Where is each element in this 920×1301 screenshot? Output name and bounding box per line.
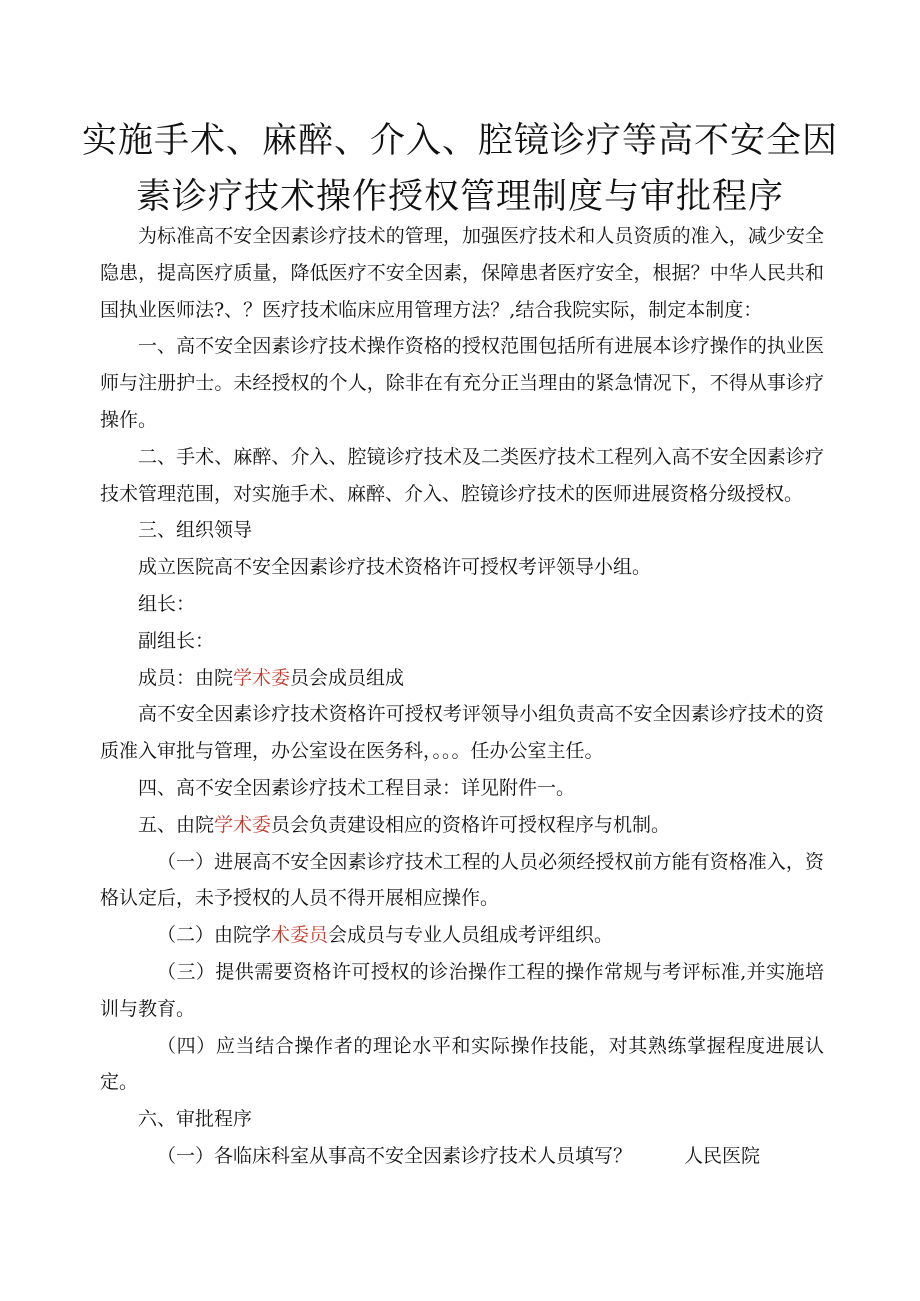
intro-paragraph: 为标准高不安全因素诊疗技术的管理，加强医疗技术和人员资质的准入，减少安全隐患，提高医疗质量，降低医疗不安全因素，保障患者医疗安全，根据？中华人民共和国执业医师法?、？医疗技术临床应用管理方法？,结合我院实际，制定本制度： — [100, 225, 824, 321]
leader-label: 组长： — [138, 592, 196, 615]
sub-item-2-suffix: 会成员与专业人员组成考评组织。 — [328, 924, 614, 947]
item-5-prefix: 五、由院 — [138, 813, 215, 836]
item-5-paragraph — [100, 807, 824, 844]
item-3-duty-paragraph: 高不安全因素诊疗技术资格许可授权考评领导小组负责高不安全因素诊疗技术的资质准入审批与管理，办公室设在医务科，。。。任办公室主任。 — [100, 703, 824, 763]
document-title-line-1: 实施手术、麻醉、介入、腔镜诊疗等高不安全因 — [81, 121, 838, 161]
deputy-leader-label: 副组长： — [138, 629, 215, 652]
item-5-highlight: 学术委 — [214, 813, 272, 836]
members-line — [100, 660, 824, 697]
item-6-heading: 六、审批程序 — [138, 1108, 253, 1131]
sub-item-2-paragraph — [100, 917, 824, 954]
document-title-line-2: 素诊疗技术操作授权管理制度与审批程序 — [135, 177, 784, 217]
sub-item-2-highlight: 术委员 — [271, 924, 329, 947]
item-3-text: 成立医院高不安全因素诊疗技术资格许可授权考评领导小组。 — [138, 556, 652, 579]
sub-item-2-prefix: （二）由院学 — [157, 924, 272, 947]
members-suffix: 员会成员组成 — [290, 666, 405, 689]
item-4-paragraph: 四、高不安全因素诊疗技术工程目录：详见附件一。 — [138, 776, 576, 799]
document-body — [100, 218, 824, 1175]
sub-item-1-paragraph: （一）进展高不安全因素诊疗技术工程的人员必须经授权前方能有资格准入，资格认定后，未予授权的人员不得开展相应操作。 — [100, 850, 824, 910]
item-6-sub-1-text: （一）各临床科室从事高不安全因素诊疗技术人员填写？ — [157, 1144, 633, 1167]
item-1-paragraph: 一、高不安全因素诊疗技术操作资格的授权范围包括所有进展本诊疗操作的执业医师与注册护士。未经授权的个人，除非在有充分正当理由的紧急情况下，不得从事诊疗操作。 — [100, 335, 824, 431]
item-3-heading: 三、组织领导 — [138, 519, 253, 542]
members-highlight: 学术委 — [233, 666, 291, 689]
sub-item-3-paragraph: （三）提供需要资格许可授权的诊治操作工程的操作常规与考评标准,并实施培训与教育。 — [100, 960, 824, 1020]
item-2-paragraph: 二、手术、麻醉、介入、腔镜诊疗技术及二类医疗技术工程列入高不安全因素诊疗技术管理范围，对实施手术、麻醉、介入、腔镜诊疗技术的医师进展资格分级授权。 — [100, 445, 824, 505]
item-6-sub-1-paragraph — [100, 1138, 824, 1175]
sub-item-4-paragraph: （四）应当结合操作者的理论水平和实际操作技能，对其熟练掌握程度进展认定。 — [100, 1034, 824, 1094]
members-prefix: 成员：由院 — [138, 666, 234, 689]
item-6-sub-1-tail: 人民医院 — [684, 1144, 761, 1167]
item-5-suffix: 员会负责建设相应的资格许可授权程序与机制。 — [271, 813, 671, 836]
